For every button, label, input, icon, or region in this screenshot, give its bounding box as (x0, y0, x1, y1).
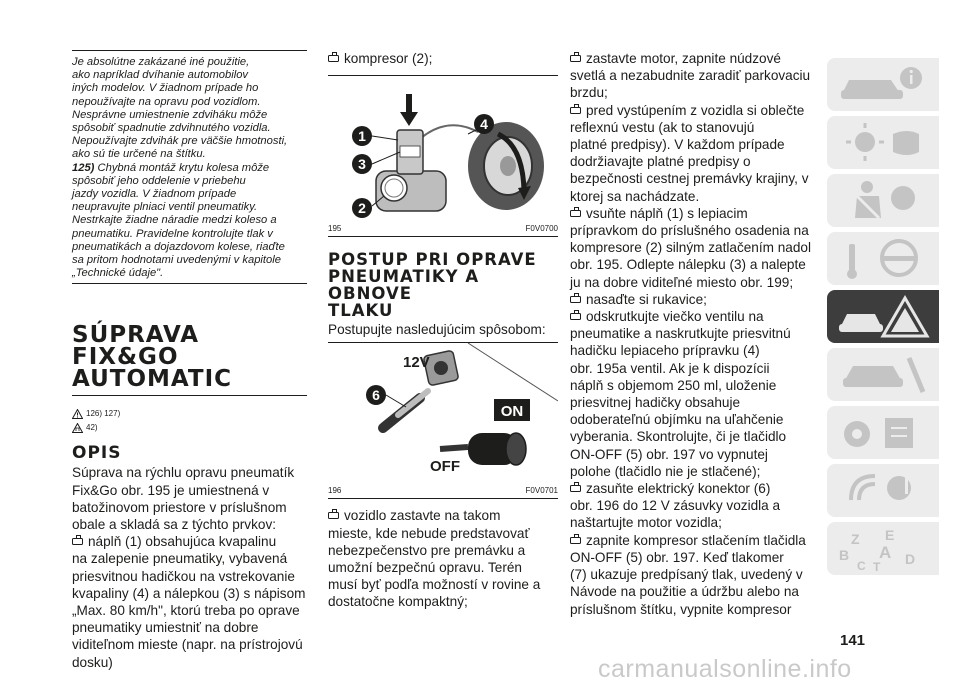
procedure-steps (570, 50, 815, 618)
tab-emergency[interactable] (827, 290, 939, 343)
figure-number: 195 (328, 224, 342, 234)
tab-car-info[interactable] (827, 58, 939, 111)
bullet-icon (570, 55, 581, 62)
maintenance-car-icon (835, 352, 931, 397)
warning-box (72, 50, 307, 284)
list-item-line: dodržiavajte platné predpisy o (570, 154, 751, 170)
procedure-heading: POSTUP PRI OPRAVE PNEUMATIKY A OBNOVE TLAKU (328, 250, 537, 321)
tab-starting[interactable] (827, 232, 939, 285)
list-item: vozidlo zastavte na takom mieste, kde nebude predstavovať nebezpečenstvo pre premávku a umožní bezpečnú opravu. Terén musí byť podľa možností v rovine a dostatočne kompaktný; (328, 508, 541, 610)
multimedia-icon (835, 468, 931, 513)
callout-1: 1 (358, 128, 366, 145)
figure-code: F0V0701 (525, 486, 558, 496)
callout-2: 2 (358, 200, 366, 217)
column-right (570, 50, 815, 618)
list-item-line: kompresore (2) silným zatlačením nadol (570, 240, 812, 256)
tab-tech-data[interactable] (827, 406, 939, 459)
list-item-start: odskrutkujte viečko ventilu na (570, 308, 815, 325)
svg-text:Z: Z (851, 531, 860, 547)
list-item-line: ON-OFF (5) obr. 197 vo vypnutej (570, 446, 768, 462)
svg-text:A: A (879, 543, 892, 562)
list-item-line: odoberateľnú objímku na uľahčenie (570, 412, 784, 428)
key-steering-icon (835, 236, 931, 281)
warning-text-1: Je absolútne zakázané iné použitie, ako napríklad dvíhanie automobilov iných modelov. V žiadnom prípade ho nepoužívajte na opravu pod vozidlom. Nesprávne umiestnenie zdviháku môže spôsobiť spadnutie zdvihnutého vozidla. Nepoužívajte zdvihák pre väčšie hmotnosti, ako sú tie určené na štítku. (72, 56, 288, 161)
warning-references: 126) 127) 42) (72, 407, 307, 435)
list-item-line: Návode na použitie a údržbu alebo na (570, 584, 799, 600)
dashboard-lights-icon (835, 120, 931, 165)
list-item-line: ON-OFF (5) obr. 197. Keď tlakomer (570, 549, 784, 565)
page-number: 141 (840, 632, 866, 649)
figure-number: 196 (328, 486, 342, 496)
bullet-icon (570, 485, 581, 492)
index-icon (835, 526, 931, 571)
list-item-line: bezpečnosti cestnej premávky krajiny, v (570, 171, 809, 187)
description-paragraph: Súprava na rýchlu opravu pneumatík Fix&Go obr. 195 je umiestnená v batožinovom priestore v príslušnom obale a skladá sa z týchto prvkov: (72, 465, 295, 533)
off-label: OFF (430, 458, 460, 476)
list-item-start: nasaďte si rukavice; (570, 291, 815, 308)
car-info-icon (835, 62, 931, 107)
list-item-line: polohe (tlačidlo nie je stlačené); (570, 463, 761, 479)
list-item: náplň (1) obsahujúca kvapalinu na zalepenie pneumatiky, vybavená priesvitnou hadičkou na vstrekovanie kvapaliny (4) a nálepkou (3) s nápisom „Max. 80 km/h", ktorú treba po oprave pneumatiky umiestniť na dobre viditeľnom mieste (napr. na prístrojovú dosku) (72, 534, 306, 670)
list-item-line: reflexnú vestu (ak to stanovujú (570, 119, 755, 135)
figure-196 (328, 343, 558, 499)
figure-caption (328, 486, 558, 496)
svg-text:E: E (885, 527, 895, 543)
repair-kit-illustration (328, 76, 558, 221)
svg-text:T: T (873, 560, 881, 571)
list-item-line: brzdu; (570, 85, 608, 101)
list-item-start: pred vystúpením z vozidla si oblečte (570, 102, 815, 119)
warning-triangle-icon (72, 409, 83, 419)
column-left (72, 50, 307, 671)
figure-195 (328, 76, 558, 237)
list-item-line: obr. 195. Odlepte nálepku (3) a nalepte (570, 257, 806, 273)
breakdown-warning-icon (835, 294, 931, 339)
seatbelt-airbag-icon (835, 178, 931, 223)
list-item-start: zasuňte elektrický konektor (6) (570, 480, 815, 497)
list-item: kompresor (2); (328, 50, 558, 76)
voltage-label: 12V (403, 354, 430, 372)
bullet-icon (570, 313, 581, 320)
subsection-title: OPIS (72, 443, 122, 464)
on-label: ON (500, 403, 524, 421)
tab-multimedia[interactable] (827, 464, 939, 517)
list-item-line: naštartujte motor vozidla; (570, 515, 722, 531)
figure-code: F0V0700 (525, 224, 558, 234)
tab-dashboard[interactable] (827, 116, 939, 169)
tab-safety[interactable] (827, 174, 939, 227)
list-item-line: obr. 196 do 12 V zásuvky vozidla a (570, 498, 781, 514)
svg-text:B: B (839, 547, 850, 563)
list-item-line: svetlá a nezabudnite zaradiť parkovaciu (570, 68, 811, 84)
list-item-line: hadičku lepiaceho prípravku (4) (570, 343, 760, 359)
callout-3: 3 (358, 156, 366, 173)
connector-illustration (328, 343, 558, 483)
list-item-line: príslušnom štítku, vypnite kompresor (570, 601, 792, 617)
callout-6: 6 (372, 387, 380, 404)
column-middle (328, 50, 558, 611)
list-item-line: ktorej sa nachádzate. (570, 188, 700, 204)
list-item-line: náplň s objemom 250 ml, uloženie (570, 377, 777, 393)
procedure-intro: Postupujte nasledujúcim spôsobom: (328, 321, 558, 343)
bullet-icon (570, 107, 581, 114)
list-item-line: (7) ukazuje predpísaný tlak, uvedený v (570, 567, 803, 583)
list-item-line: priesvitnej hadičky obsahuje (570, 395, 741, 411)
caution-hand-icon (72, 423, 83, 433)
callout-4: 4 (480, 116, 488, 133)
bullet-icon (570, 537, 581, 544)
list-item-line: pneumatike a naskrutkujte priesvitnú (570, 326, 791, 342)
list-item-line: platné predpisy). V každom prípade (570, 137, 785, 153)
warning-text-2: 125) Chybná montáž krytu kolesa môže spôsobiť jeho oddelenie v priebehu jazdy vozidla. V žiadnom prípade neupravujte plniaci ventil pneumatiky. Nestrkajte žiadne náradie medzi koleso a pneumatiku. Pravidelne kontrolujte tlak v pneumatikách a dojazdovom kolese, riaďte sa pritom hodnotami uvedenými v kapitole „Technické údaje". (72, 161, 285, 280)
svg-text:C: C (857, 559, 866, 571)
warning-number: 125) (72, 161, 95, 174)
list-item-line: ju na dobre viditeľné miesto obr. 199; (570, 274, 794, 290)
list-item-line: vyberania. Skontrolujte, či je tlačidlo (570, 429, 787, 445)
tech-data-icon (835, 410, 931, 455)
figure-caption (328, 224, 558, 234)
bullet-icon (72, 538, 83, 545)
list-item-start: vsuňte náplň (1) s lepiacim (570, 205, 815, 222)
list-item-start: zastavte motor, zapnite núdzové (570, 50, 815, 67)
bullet-icon (328, 55, 339, 62)
tab-index[interactable] (827, 522, 939, 575)
bullet-icon (570, 210, 581, 217)
bullet-icon (570, 296, 581, 303)
list-item-line: prípravkom do príslušného osadenia na (570, 223, 809, 239)
svg-text:D: D (905, 551, 916, 567)
tab-maintenance[interactable] (827, 348, 939, 401)
bullet-icon (328, 512, 339, 519)
section-title: SÚPRAVA FIX&GO AUTOMATIC (72, 324, 307, 396)
watermark: carmanualsonline.info (598, 655, 852, 683)
list-item-line: obr. 195a ventil. Ak je k dispozícii (570, 360, 770, 376)
list-item-start: zapnite kompresor stlačením tlačidla (570, 532, 815, 549)
